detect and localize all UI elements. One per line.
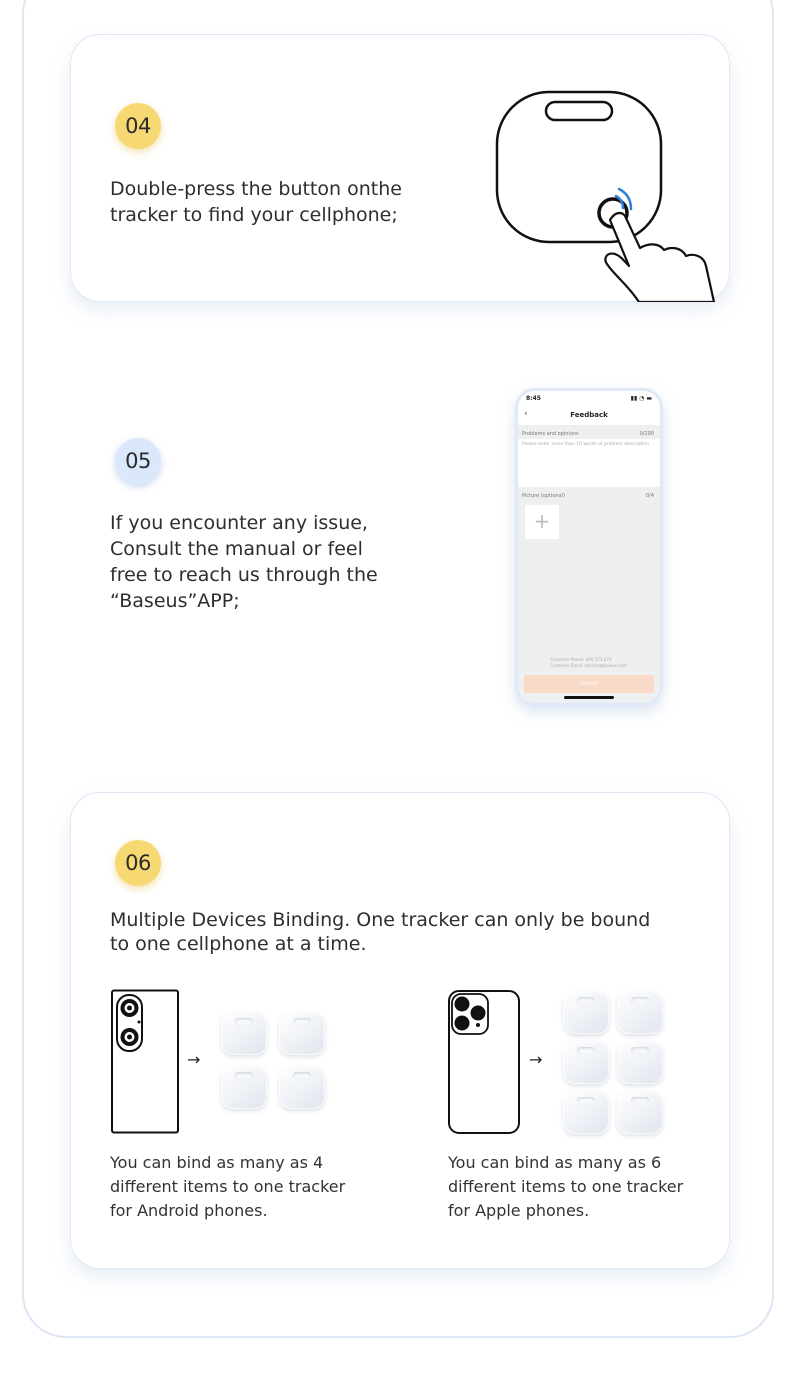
android-phone-icon <box>110 989 182 1135</box>
back-chevron-icon[interactable]: ‹ <box>524 409 528 419</box>
step-06-text: Multiple Devices Binding. One tracker can only be bound to one cellphone at a time. <box>110 909 651 955</box>
add-picture-icon[interactable]: + <box>525 505 559 539</box>
picture-counter: 0/4 <box>645 493 654 499</box>
tracker-tile <box>617 991 663 1034</box>
signal-icon: ▮▮ ◔ ▬ <box>630 395 652 402</box>
tracker-press-illustration <box>480 80 730 302</box>
problems-label: Problems and opinions <box>522 431 579 437</box>
tracker-tile <box>563 1091 609 1134</box>
submit-button[interactable]: Submit <box>524 675 654 693</box>
feedback-phone-screenshot <box>515 388 663 706</box>
tracker-tile <box>279 1066 325 1109</box>
textarea-placeholder: Please enter more than 10 words of problem description <box>522 442 650 447</box>
problems-counter: 0/200 <box>639 431 654 437</box>
step-05-text: If you encounter any issue, Consult the manual or feel free to reach us through the “Baseus”APP; <box>110 512 378 612</box>
apple-caption: You can bind as many as 6 different items to one tracker for Apple phones. <box>448 1153 684 1220</box>
android-caption: You can bind as many as 4 different items to one tracker for Android phones. <box>110 1153 346 1220</box>
problem-textarea[interactable] <box>518 439 660 487</box>
screen-title: Feedback <box>570 411 608 419</box>
step-06-badge: 06 <box>115 840 161 886</box>
picture-label: Picture (optional) <box>522 493 565 499</box>
arrow-right-icon: → <box>529 1050 543 1069</box>
tracker-tile <box>617 1041 663 1084</box>
tracker-tile <box>617 1091 663 1134</box>
home-indicator <box>564 696 614 699</box>
tracker-tile <box>563 991 609 1034</box>
apple-phone-icon <box>447 989 523 1137</box>
step-04-badge: 04 <box>115 103 161 149</box>
feedback-form <box>518 425 660 703</box>
tracker-tile <box>221 1012 267 1055</box>
step-04-text: Double-press the button onthe tracker to find your cellphone; <box>110 178 402 226</box>
tracker-tile <box>221 1066 267 1109</box>
tracker-tile <box>279 1012 325 1055</box>
contact-info: Customer Phone: 400-171-270 Customer Email: service@baseus.com <box>550 657 627 668</box>
arrow-right-icon: → <box>187 1050 201 1069</box>
tracker-tile <box>563 1041 609 1084</box>
step-05-badge: 05 <box>115 438 161 484</box>
status-time: 8:45 <box>526 395 541 402</box>
